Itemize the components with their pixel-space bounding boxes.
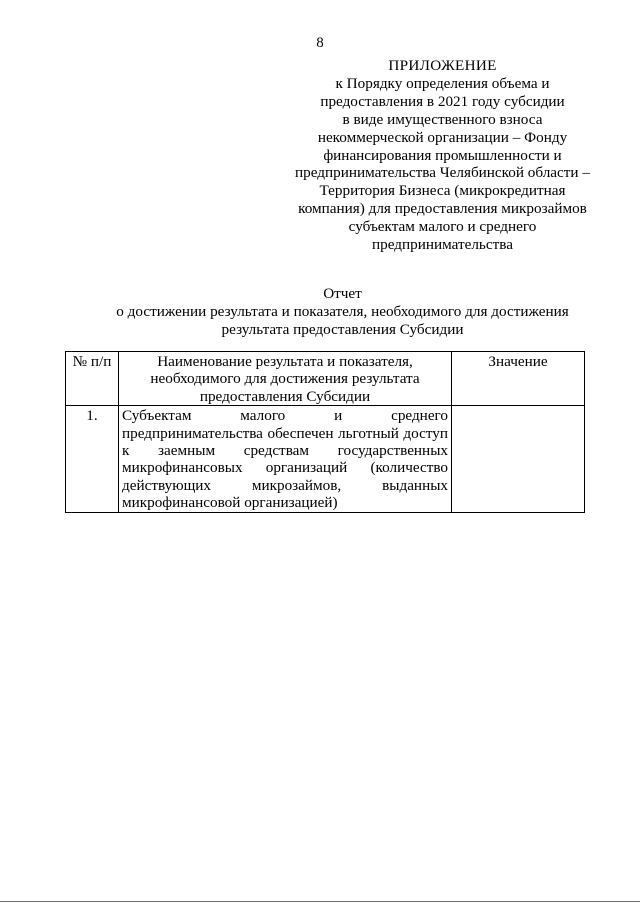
appendix-line: к Порядку определения объема и <box>335 74 550 92</box>
row-number: 1. <box>66 406 119 512</box>
report-subtitle-line: результата предоставления Субсидии <box>221 321 464 338</box>
header-number: № п/п <box>66 352 119 406</box>
appendix-line: предоставления в 2021 году субсидии <box>320 92 565 110</box>
row-name: Субъектам малого и среднего предпринимательства обеспечен льготный доступ к заемным средствам государственных микрофинансовых организаций (количество действующих микрозаймов, выданных микрофинансовой организацией) <box>119 406 452 512</box>
appendix-line: финансирования промышленности и <box>323 146 562 164</box>
report-heading <box>90 285 595 339</box>
report-title: Отчет <box>323 285 362 302</box>
row-value <box>452 406 585 512</box>
header-name: Наименование результата и показателя, необходимого для достижения результата предоставления Субсидии <box>119 352 452 406</box>
appendix-line: предпринимательства Челябинской области – <box>295 164 590 182</box>
page-bottom-border <box>0 901 640 902</box>
appendix-title: ПРИЛОЖЕНИЕ <box>388 57 497 74</box>
table-header-row <box>66 352 585 406</box>
appendix-block <box>290 57 595 254</box>
report-subtitle-line: о достижении результата и показателя, необходимого для достижения <box>116 303 569 320</box>
appendix-line: в виде имущественного взноса <box>342 110 543 128</box>
appendix-line: субъектам малого и среднего <box>348 218 537 236</box>
appendix-line: предпринимательства <box>372 236 513 254</box>
page-number: 8 <box>316 35 324 51</box>
report-table <box>65 351 585 513</box>
appendix-line: некоммерческой организации – Фонду <box>317 128 568 146</box>
header-value: Значение <box>452 352 585 406</box>
appendix-line: Территория Бизнеса (микрокредитная <box>319 182 566 200</box>
table-row <box>66 406 585 512</box>
appendix-line: компания) для предоставления микрозаймов <box>298 200 587 218</box>
